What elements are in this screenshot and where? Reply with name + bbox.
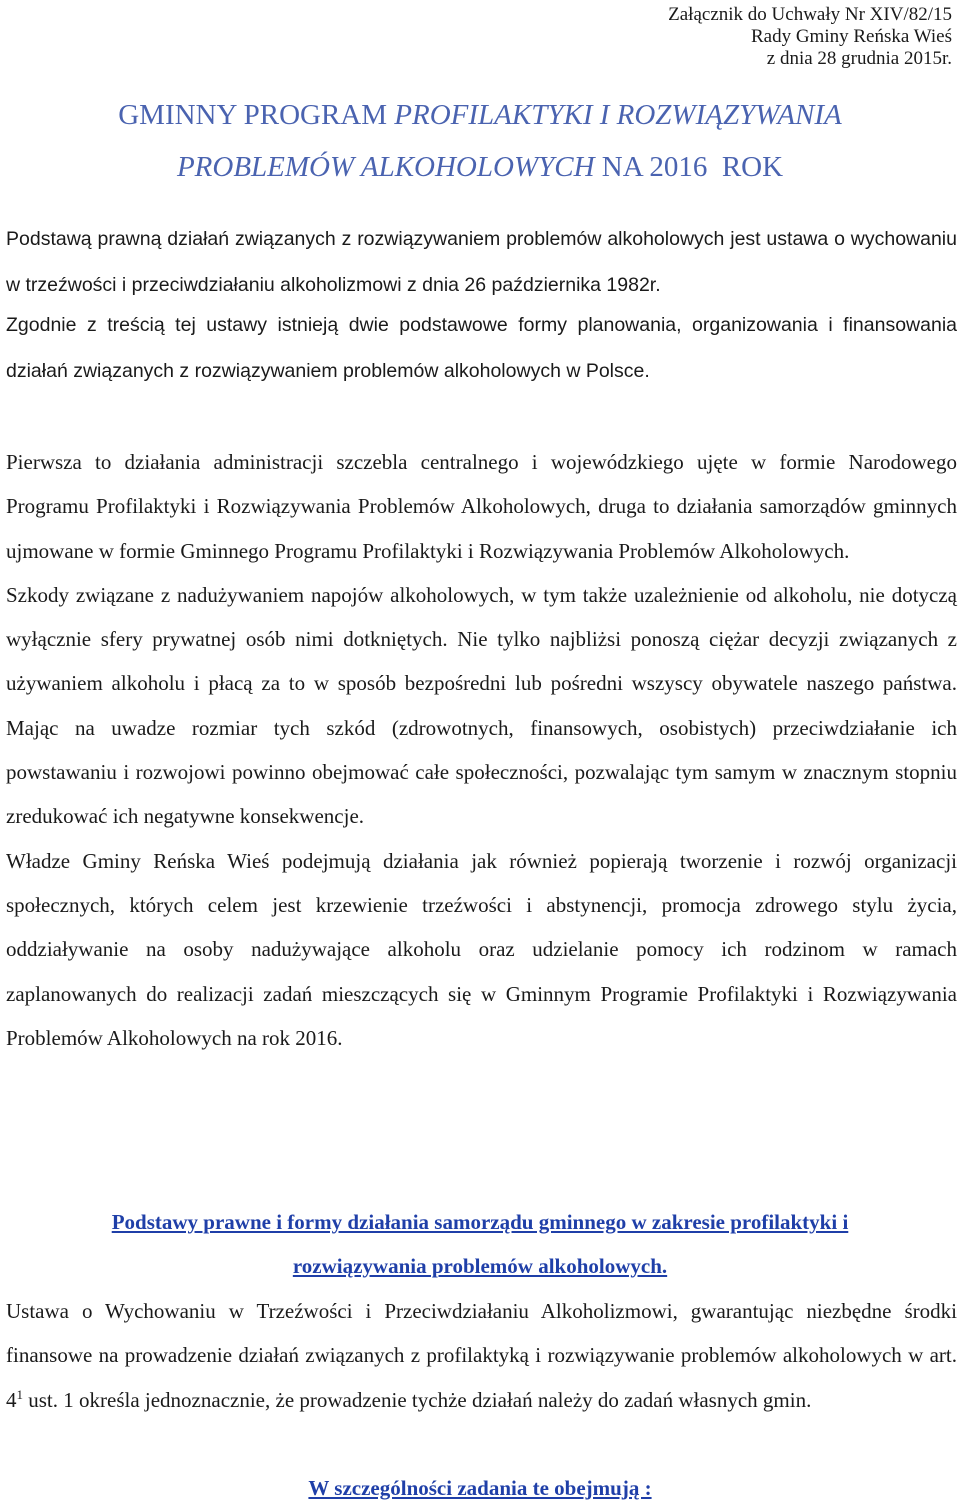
intro-section — [6, 227, 957, 394]
legal-text-b: ust. 1 określa jednoznacznie, że prowadzenie tychże działań należy do zadań własnych gmin. — [23, 1387, 812, 1412]
section-heading-line-1: Podstawy prawne i formy działania samorządu gminnego w zakresie profilaktyki i — [111, 1210, 849, 1234]
attachment-note — [668, 4, 952, 70]
attachment-line-2: Rady Gminy Reńska Wieś — [750, 26, 952, 47]
legal-superscript: 1 — [16, 1386, 23, 1402]
paragraph-programs: Pierwsza to działania administracji szczebla centralnego i wojewódzkiego ujęte w formie Narodowego Programu Profilaktyki i Rozwiązywania Problemów Alkoholowych, druga to działania samorządów gminnych ujmowane w formie Gminnego Programu Profilaktyki i Rozwiązywania Problemów Alkoholowych. — [6, 450, 957, 563]
title-italic-1: PROFILAKTYKI I ROZWIĄZYWANIA — [394, 99, 842, 131]
closing-heading: W szczególności zadania te obejmują : — [308, 1476, 652, 1500]
document-title-line-2 — [0, 150, 960, 184]
attachment-line-1: Załącznik do Uchwały Nr XIV/82/15 — [668, 4, 952, 25]
section-heading-line-2: rozwiązywania problemów alkoholowych. — [292, 1254, 668, 1278]
title-plain-2: NA 2016 ROK — [594, 151, 784, 183]
paragraph-harms: Szkody związane z nadużywaniem napojów alkoholowych, w tym także uzależnienie od alkoholu, nie dotyczą wyłącznie sfery prywatnej osób nimi dotkniętych. Nie tylko najbliżsi ponoszą ciężar decyzji związanych z używaniem alkoholu i płacą za to w sposób bezpośredni lub pośredni wszyscy obywatele naszego państwa. Mając na uwadze rozmiar tych szkód (zdrowotnych, finansowych, osobistych) przeciwdziałanie ich powstawaniu i rozwojowi powinno obejmować całe społeczności, pozwalając tym samym w znacznym stopniu zredukować ich negatywne konsekwencje. — [6, 582, 957, 829]
intro-paragraph-1: Podstawą prawną działań związanych z rozwiązywaniem problemów alkoholowych jest ustawa o wychowaniu w trzeźwości i przeciwdziałaniu alkoholizmowi z dnia 26 października 1982r. — [6, 228, 957, 296]
main-section — [6, 440, 957, 1060]
document-title-line-1 — [0, 98, 960, 132]
section-heading — [0, 1200, 960, 1288]
paragraph-legal — [6, 1289, 957, 1422]
title-italic-2: PROBLEMÓW ALKOHOLOWYCH — [176, 151, 595, 183]
intro-paragraph-2: Zgodnie z treścią tej ustawy istnieją dwie podstawowe formy planowania, organizowania i finansowania działań związanych z rozwiązywaniem problemów alkoholowych w Polsce. — [6, 314, 957, 382]
legal-text-a: Ustawa o Wychowaniu w Trzeźwości i Przeciwdziałaniu Alkoholizmowi, gwarantując niezbędne środki finansowe na prowadzenie działań związanych z profilaktyką i rozwiązywanie problemów alkoholowych w art. 4 — [6, 1299, 957, 1412]
attachment-line-3: z dnia 28 grudnia 2015r. — [766, 48, 952, 69]
title-plain-1: GMINNY PROGRAM — [118, 99, 395, 131]
paragraph-authorities: Władze Gminy Reńska Wieś podejmują działania jak również popierają tworzenie i rozwój organizacji społecznych, których celem jest krzewienie trzeźwości i abstynencji, promocja zdrowego stylu życia, oddziaływanie na osoby nadużywające alkoholu oraz udzielanie pomocy ich rodzinom w ramach zaplanowanych do realizacji zadań mieszczących się w Gminnym Programie Profilaktyki i Rozwiązywania Problemów Alkoholowych na rok 2016. — [6, 848, 957, 1050]
legal-section — [6, 1289, 957, 1422]
